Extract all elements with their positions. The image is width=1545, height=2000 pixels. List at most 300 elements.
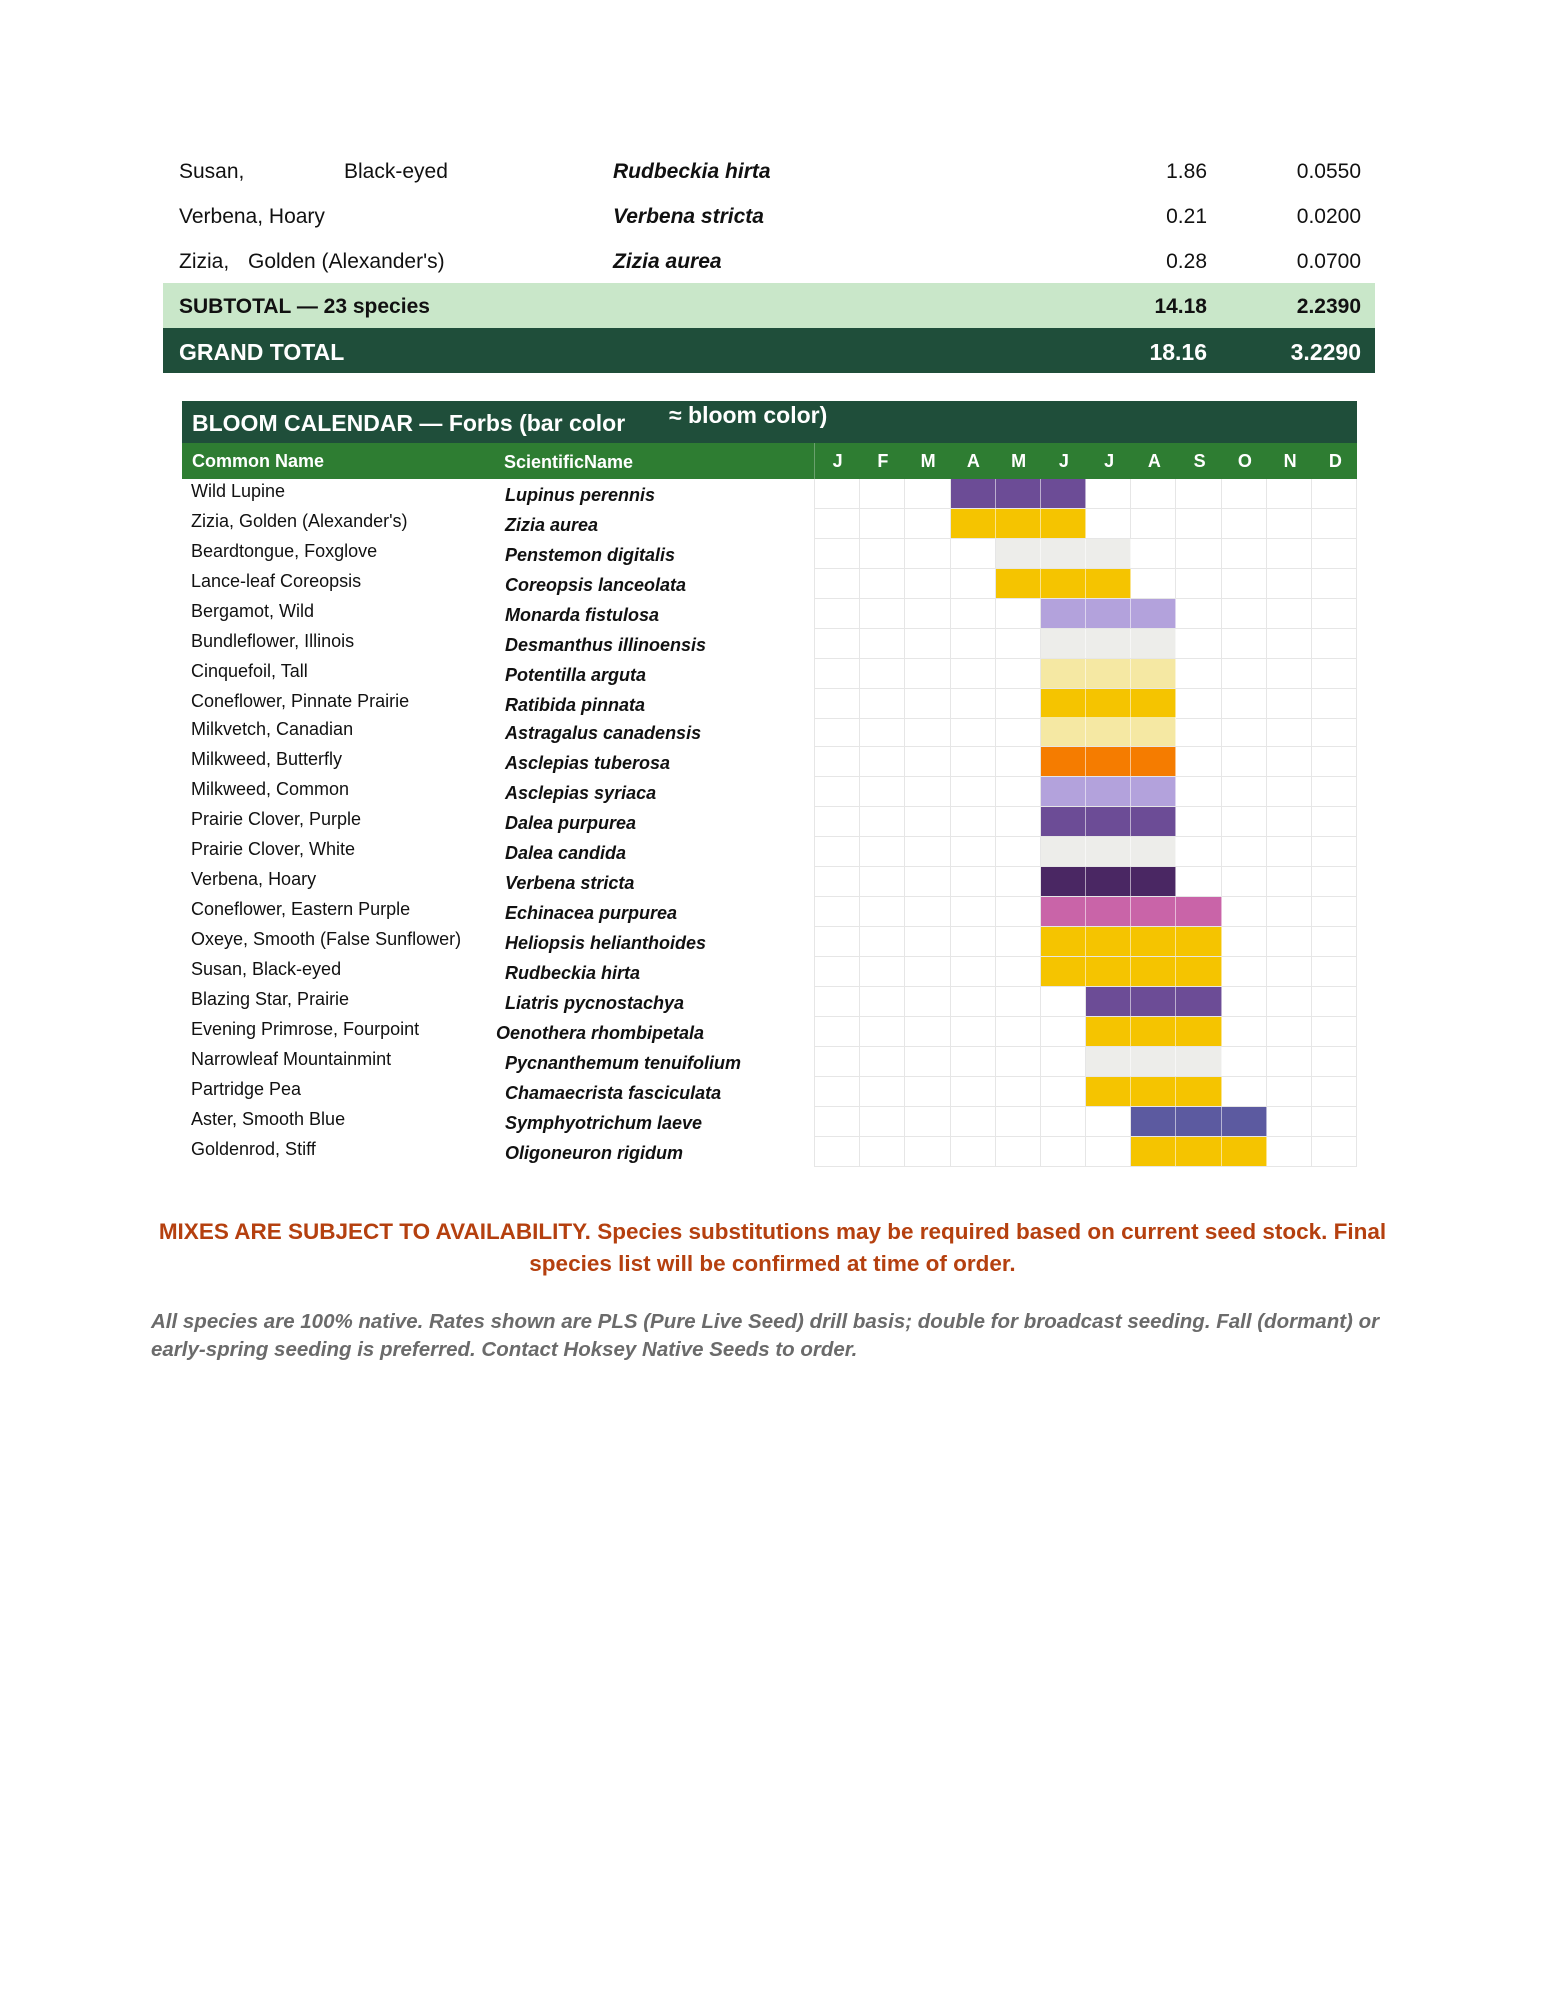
calendar-title-text: BLOOM CALENDAR — Forbs (bar color — [192, 410, 626, 436]
empty-month-cell — [1176, 717, 1221, 746]
empty-month-cell — [905, 867, 950, 896]
bloom-row — [182, 837, 1357, 867]
empty-month-cell — [1222, 1017, 1267, 1046]
empty-month-cell — [860, 539, 905, 568]
bloom-month-grid — [814, 807, 1357, 837]
empty-month-cell — [1267, 1017, 1312, 1046]
bloom-bar-cell — [1041, 837, 1086, 866]
empty-month-cell — [996, 747, 1041, 776]
bloom-bar-cell — [1131, 927, 1176, 956]
bloom-bar-cell — [1086, 927, 1131, 956]
rate-value: 0.28 — [1166, 250, 1207, 273]
bloom-common-name: Prairie Clover, White — [191, 839, 356, 859]
empty-month-cell — [1176, 807, 1221, 836]
empty-month-cell — [1131, 479, 1176, 508]
bloom-common-name: Bergamot, Wild — [191, 601, 315, 621]
bloom-common-name: Milkweed, Common — [191, 779, 350, 799]
empty-month-cell — [905, 927, 950, 956]
empty-month-cell — [996, 599, 1041, 628]
empty-month-cell — [1312, 747, 1357, 776]
bloom-scientific-name: Rudbeckia hirta — [505, 963, 641, 983]
empty-month-cell — [860, 689, 905, 718]
empty-month-cell — [1222, 1047, 1267, 1076]
bloom-month-grid — [814, 777, 1357, 807]
empty-month-cell — [860, 807, 905, 836]
empty-month-cell — [814, 807, 860, 836]
empty-month-cell — [1312, 479, 1357, 508]
bloom-month-grid — [814, 927, 1357, 957]
bloom-common-name: Goldenrod, Stiff — [191, 1139, 316, 1159]
empty-month-cell — [996, 837, 1041, 866]
bloom-bar-cell — [1041, 689, 1086, 718]
empty-month-cell — [1267, 1137, 1312, 1166]
empty-month-cell — [1312, 1047, 1357, 1076]
bloom-common-name: Susan, Black-eyed — [191, 959, 342, 979]
bloom-calendar-title — [182, 401, 1357, 443]
empty-month-cell — [814, 747, 860, 776]
bloom-scientific-name: Lupinus perennis — [505, 485, 656, 505]
empty-month-cell — [814, 867, 860, 896]
empty-month-cell — [860, 629, 905, 658]
bloom-bar-cell — [996, 479, 1041, 508]
empty-month-cell — [1041, 1137, 1086, 1166]
species-table — [163, 148, 1375, 373]
empty-month-cell — [1267, 509, 1312, 538]
empty-month-cell — [905, 717, 950, 746]
bloom-bar-cell — [1131, 1017, 1176, 1046]
bloom-bar-cell — [1041, 807, 1086, 836]
empty-month-cell — [814, 1137, 860, 1166]
empty-month-cell — [1131, 569, 1176, 598]
grand-total-value: 18.16 — [1149, 339, 1207, 365]
bloom-common-name: Verbena, Hoary — [191, 869, 317, 889]
bloom-bar-cell — [1131, 1047, 1176, 1076]
bloom-bar-cell — [1086, 659, 1131, 688]
bloom-bar-cell — [1131, 897, 1176, 926]
empty-month-cell — [905, 1137, 950, 1166]
bloom-month-grid — [814, 509, 1357, 539]
empty-month-cell — [860, 867, 905, 896]
empty-month-cell — [1312, 1077, 1357, 1106]
empty-month-cell — [1312, 927, 1357, 956]
bloom-row — [182, 659, 1357, 689]
empty-month-cell — [996, 897, 1041, 926]
bloom-bar-cell — [1176, 987, 1221, 1016]
empty-month-cell — [996, 867, 1041, 896]
empty-month-cell — [951, 539, 996, 568]
bloom-row — [182, 1137, 1357, 1167]
bloom-scientific-name: Astragalus canadensis — [505, 723, 702, 743]
bloom-bar-cell — [1131, 957, 1176, 986]
empty-month-cell — [1222, 897, 1267, 926]
grand-total-row — [163, 328, 1375, 373]
bloom-month-grid — [814, 1017, 1357, 1047]
rate-value: 0.0700 — [1296, 250, 1361, 273]
empty-month-cell — [905, 599, 950, 628]
subtotal-label: SUBTOTAL — 23 species — [179, 295, 430, 318]
empty-month-cell — [1176, 689, 1221, 718]
bloom-month-grid — [814, 747, 1357, 777]
rate-value: 0.0550 — [1296, 160, 1361, 183]
empty-month-cell — [1267, 479, 1312, 508]
bloom-bar-cell — [1131, 987, 1176, 1016]
empty-month-cell — [905, 659, 950, 688]
empty-month-cell — [951, 987, 996, 1016]
bloom-bar-cell — [1086, 987, 1131, 1016]
bloom-bar-cell — [1041, 629, 1086, 658]
empty-month-cell — [951, 927, 996, 956]
empty-month-cell — [860, 747, 905, 776]
empty-month-cell — [860, 1107, 905, 1136]
empty-month-cell — [996, 1077, 1041, 1106]
empty-month-cell — [1176, 599, 1221, 628]
bloom-bar-cell — [1131, 867, 1176, 896]
bloom-calendar — [182, 401, 1357, 1167]
empty-month-cell — [1222, 777, 1267, 806]
empty-month-cell — [1312, 539, 1357, 568]
scientific-name: Rudbeckia hirta — [613, 160, 771, 183]
bloom-scientific-name: Dalea candida — [505, 843, 627, 863]
bloom-bar-cell — [1131, 807, 1176, 836]
rate-value: 0.0200 — [1296, 205, 1361, 228]
bloom-scientific-name: Penstemon digitalis — [505, 545, 676, 565]
empty-month-cell — [905, 1047, 950, 1076]
bloom-bar-cell — [1131, 599, 1176, 628]
bloom-month-grid — [814, 867, 1357, 897]
empty-month-cell — [814, 479, 860, 508]
empty-month-cell — [951, 1137, 996, 1166]
bloom-common-name: Bundleflower, Illinois — [191, 631, 355, 651]
bloom-bar-cell — [1041, 957, 1086, 986]
bloom-bar-cell — [1041, 897, 1086, 926]
bloom-common-name: Milkweed, Butterfly — [191, 749, 343, 769]
bloom-common-name: Evening Primrose, Fourpoint — [191, 1019, 420, 1039]
empty-month-cell — [951, 807, 996, 836]
empty-month-cell — [1176, 539, 1221, 568]
empty-month-cell — [996, 717, 1041, 746]
empty-month-cell — [1267, 659, 1312, 688]
bloom-month-grid — [814, 987, 1357, 1017]
bloom-row — [182, 689, 1357, 719]
bloom-bar-cell — [1041, 509, 1086, 538]
header-scientific-name: ScientificName — [504, 452, 634, 472]
common-name-part: Golden (Alexander's) — [248, 250, 445, 273]
bloom-bar-cell — [1086, 569, 1131, 598]
subtotal-value: 2.2390 — [1296, 295, 1361, 318]
empty-month-cell — [996, 629, 1041, 658]
empty-month-cell — [814, 717, 860, 746]
empty-month-cell — [951, 1017, 996, 1046]
common-name: Susan, — [179, 160, 245, 183]
bloom-common-name: Zizia, Golden (Alexander's) — [191, 511, 408, 531]
bloom-bar-cell — [1041, 867, 1086, 896]
empty-month-cell — [905, 539, 950, 568]
empty-month-cell — [814, 1047, 860, 1076]
empty-month-cell — [814, 1077, 860, 1106]
empty-month-cell — [905, 747, 950, 776]
bloom-scientific-name: Desmanthus illinoensis — [505, 635, 707, 655]
bloom-bar-cell — [1131, 1077, 1176, 1106]
bloom-month-grid — [814, 1047, 1357, 1077]
empty-month-cell — [951, 569, 996, 598]
bloom-month-grid — [814, 957, 1357, 987]
bloom-bar-cell — [1086, 599, 1131, 628]
bloom-bar-cell — [1086, 539, 1131, 568]
bloom-bar-cell — [1086, 1047, 1131, 1076]
empty-month-cell — [1176, 509, 1221, 538]
empty-month-cell — [1267, 867, 1312, 896]
empty-month-cell — [905, 897, 950, 926]
empty-month-cell — [860, 599, 905, 628]
empty-month-cell — [905, 987, 950, 1016]
bloom-month-grid — [814, 599, 1357, 629]
empty-month-cell — [814, 927, 860, 956]
bloom-common-name: Wild Lupine — [191, 481, 286, 501]
empty-month-cell — [1267, 717, 1312, 746]
empty-month-cell — [905, 777, 950, 806]
empty-month-cell — [1086, 1107, 1131, 1136]
bloom-row — [182, 569, 1357, 599]
bloom-bar-cell — [1176, 1017, 1221, 1046]
bloom-row — [182, 539, 1357, 569]
empty-month-cell — [1267, 807, 1312, 836]
month-headers — [814, 443, 1358, 479]
bloom-bar-cell — [1131, 1137, 1176, 1166]
bloom-bar-cell — [996, 509, 1041, 538]
bloom-bar-cell — [1176, 927, 1221, 956]
empty-month-cell — [1267, 747, 1312, 776]
calendar-rows — [182, 479, 1357, 1167]
bloom-bar-cell — [1041, 599, 1086, 628]
empty-month-cell — [1312, 777, 1357, 806]
empty-month-cell — [860, 927, 905, 956]
bloom-common-name: Blazing Star, Prairie — [191, 989, 350, 1009]
empty-month-cell — [996, 1107, 1041, 1136]
empty-month-cell — [860, 897, 905, 926]
bloom-bar-cell — [1086, 867, 1131, 896]
bloom-bar-cell — [1086, 837, 1131, 866]
calendar-title-suffix: ≈ bloom color) — [669, 402, 828, 428]
bloom-row — [182, 509, 1357, 539]
empty-month-cell — [1312, 689, 1357, 718]
month-header: D — [1328, 451, 1342, 471]
empty-month-cell — [1041, 1047, 1086, 1076]
bloom-scientific-name: Liatris pycnostachya — [505, 993, 685, 1013]
bloom-bar-cell — [1041, 717, 1086, 746]
empty-month-cell — [1312, 599, 1357, 628]
common-name: Verbena, Hoary — [179, 205, 325, 228]
bloom-bar-cell — [1086, 897, 1131, 926]
common-name: Zizia, — [179, 250, 230, 273]
empty-month-cell — [996, 1047, 1041, 1076]
bloom-month-grid — [814, 479, 1357, 509]
empty-month-cell — [1176, 479, 1221, 508]
bloom-row — [182, 1017, 1357, 1047]
bloom-scientific-name: Monarda fistulosa — [505, 605, 660, 625]
empty-month-cell — [814, 599, 860, 628]
bloom-scientific-name: Zizia aurea — [505, 515, 599, 535]
empty-month-cell — [860, 479, 905, 508]
bloom-bar-cell — [1176, 1077, 1221, 1106]
availability-warning: MIXES ARE SUBJECT TO AVAILABILITY. Species substitutions may be required based on current seed stock. Final species list will be confirmed at time of order. — [158, 1219, 1387, 1276]
bloom-common-name: Narrowleaf Mountainmint — [191, 1049, 392, 1069]
empty-month-cell — [1176, 777, 1221, 806]
bloom-bar-cell — [1176, 897, 1221, 926]
month-header: N — [1283, 451, 1297, 471]
bloom-scientific-name: Heliopsis helianthoides — [505, 933, 707, 953]
bloom-scientific-name: Asclepias tuberosa — [505, 753, 671, 773]
empty-month-cell — [1267, 957, 1312, 986]
bloom-bar-cell — [1222, 1137, 1267, 1166]
empty-month-cell — [951, 837, 996, 866]
empty-month-cell — [860, 777, 905, 806]
empty-month-cell — [951, 777, 996, 806]
empty-month-cell — [1312, 837, 1357, 866]
bloom-bar-cell — [996, 539, 1041, 568]
bloom-row — [182, 807, 1357, 837]
month-header: A — [966, 451, 980, 471]
bloom-row — [182, 1047, 1357, 1077]
bloom-month-grid — [814, 837, 1357, 867]
empty-month-cell — [996, 927, 1041, 956]
empty-month-cell — [814, 777, 860, 806]
empty-month-cell — [814, 837, 860, 866]
empty-month-cell — [905, 1077, 950, 1106]
empty-month-cell — [1267, 599, 1312, 628]
empty-month-cell — [1222, 867, 1267, 896]
bloom-common-name: Partridge Pea — [191, 1079, 302, 1099]
bloom-scientific-name: Coreopsis lanceolata — [505, 575, 687, 595]
bloom-row — [182, 599, 1357, 629]
rate-value: 1.86 — [1166, 160, 1207, 183]
empty-month-cell — [1176, 747, 1221, 776]
bloom-scientific-name: Pycnanthemum tenuifolium — [505, 1053, 742, 1073]
month-header: O — [1237, 451, 1252, 471]
bloom-row — [182, 629, 1357, 659]
scientific-name: Zizia aurea — [613, 250, 722, 273]
empty-month-cell — [860, 1137, 905, 1166]
bloom-common-name: Coneflower, Pinnate Prairie — [191, 691, 410, 711]
bloom-bar-cell — [1041, 539, 1086, 568]
empty-month-cell — [814, 569, 860, 598]
empty-month-cell — [1176, 629, 1221, 658]
bloom-bar-cell — [1131, 1107, 1176, 1136]
bloom-scientific-name: Oligoneuron rigidum — [505, 1143, 683, 1163]
bloom-scientific-name: Potentilla arguta — [505, 665, 647, 685]
empty-month-cell — [860, 659, 905, 688]
bloom-row — [182, 747, 1357, 777]
bloom-bar-cell — [1086, 747, 1131, 776]
empty-month-cell — [951, 897, 996, 926]
empty-month-cell — [951, 629, 996, 658]
bloom-row — [182, 717, 1357, 747]
empty-month-cell — [905, 807, 950, 836]
empty-month-cell — [1267, 569, 1312, 598]
empty-month-cell — [951, 957, 996, 986]
bloom-bar-cell — [1176, 1047, 1221, 1076]
empty-month-cell — [814, 629, 860, 658]
bloom-month-grid — [814, 629, 1357, 659]
empty-month-cell — [1222, 987, 1267, 1016]
empty-month-cell — [1267, 987, 1312, 1016]
bloom-bar-cell — [1131, 747, 1176, 776]
bloom-bar-cell — [1176, 1137, 1221, 1166]
bloom-common-name: Beardtongue, Foxglove — [191, 541, 378, 561]
empty-month-cell — [905, 837, 950, 866]
bloom-month-grid — [814, 897, 1357, 927]
month-header: A — [1147, 451, 1161, 471]
empty-month-cell — [1222, 629, 1267, 658]
empty-month-cell — [1131, 509, 1176, 538]
empty-month-cell — [1222, 509, 1267, 538]
bloom-bar-cell — [1222, 1107, 1267, 1136]
bloom-month-grid — [814, 1077, 1357, 1107]
empty-month-cell — [1267, 1047, 1312, 1076]
empty-month-cell — [905, 957, 950, 986]
empty-month-cell — [814, 1107, 860, 1136]
empty-month-cell — [1312, 1017, 1357, 1046]
empty-month-cell — [1222, 689, 1267, 718]
empty-month-cell — [951, 1047, 996, 1076]
empty-month-cell — [860, 957, 905, 986]
empty-month-cell — [860, 837, 905, 866]
bloom-row — [182, 867, 1357, 897]
empty-month-cell — [1176, 837, 1221, 866]
empty-month-cell — [1222, 927, 1267, 956]
bloom-scientific-name: Symphyotrichum laeve — [505, 1113, 703, 1133]
empty-month-cell — [905, 689, 950, 718]
bloom-bar-cell — [1086, 777, 1131, 806]
empty-month-cell — [1222, 957, 1267, 986]
empty-month-cell — [951, 1077, 996, 1106]
empty-month-cell — [905, 1107, 950, 1136]
empty-month-cell — [996, 659, 1041, 688]
bloom-row — [182, 927, 1357, 957]
empty-month-cell — [1041, 1107, 1086, 1136]
subtotal-row — [163, 283, 1375, 328]
month-header: S — [1193, 451, 1206, 471]
empty-month-cell — [1267, 777, 1312, 806]
empty-month-cell — [1041, 1077, 1086, 1106]
bloom-row — [182, 1107, 1357, 1137]
empty-month-cell — [1222, 569, 1267, 598]
bloom-month-grid — [814, 1107, 1357, 1137]
bloom-bar-cell — [1086, 1077, 1131, 1106]
bloom-month-grid — [814, 1137, 1357, 1167]
empty-month-cell — [860, 569, 905, 598]
grand-total-label: GRAND TOTAL — [179, 339, 345, 365]
empty-month-cell — [1222, 479, 1267, 508]
bloom-bar-cell — [1131, 777, 1176, 806]
empty-month-cell — [951, 747, 996, 776]
empty-month-cell — [1222, 837, 1267, 866]
bloom-bar-cell — [1086, 957, 1131, 986]
empty-month-cell — [1222, 807, 1267, 836]
empty-month-cell — [951, 659, 996, 688]
empty-month-cell — [1267, 927, 1312, 956]
empty-month-cell — [905, 509, 950, 538]
bloom-bar-cell — [1176, 1107, 1221, 1136]
empty-month-cell — [996, 1017, 1041, 1046]
empty-month-cell — [1267, 539, 1312, 568]
empty-month-cell — [951, 867, 996, 896]
bloom-common-name: Oxeye, Smooth (False Sunflower) — [191, 929, 462, 949]
month-header: M — [1011, 451, 1027, 471]
empty-month-cell — [1086, 1137, 1131, 1166]
bloom-row — [182, 1077, 1357, 1107]
bloom-common-name: Milkvetch, Canadian — [191, 719, 354, 739]
empty-month-cell — [1312, 717, 1357, 746]
